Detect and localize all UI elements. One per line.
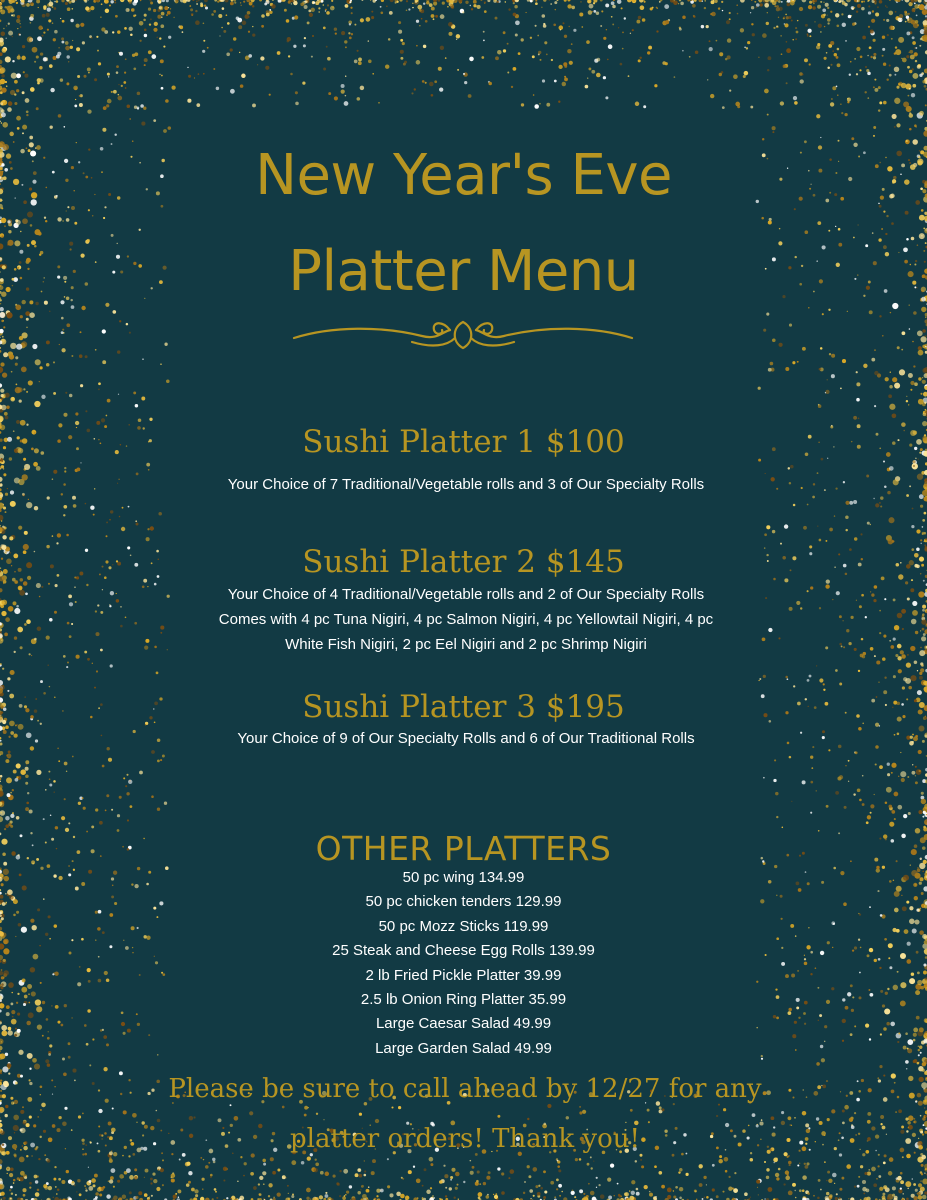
sushi-platter-1-description: Your Choice of 7 Traditional/Vegetable rolls and 3 of Our Specialty Rolls — [227, 476, 705, 493]
list-item: Large Garden Salad 49.99 — [375, 1039, 552, 1057]
call-ahead-note: Please be sure to call ahead by 12/27 for any platter orders! Thank you! — [168, 1074, 762, 1154]
ornamental-flourish-divider — [292, 318, 634, 352]
list-item: Large Caesar Salad 49.99 — [375, 1015, 552, 1033]
other-platters-heading: OTHER PLATTERS — [315, 829, 612, 868]
sushi-platter-2-heading: Sushi Platter 2 $145 — [302, 544, 625, 580]
list-item: 50 pc chicken tenders 129.99 — [365, 893, 562, 911]
list-item: 25 Steak and Cheese Egg Rolls 139.99 — [332, 942, 595, 960]
list-item: 50 pc Mozz Sticks 119.99 — [378, 917, 549, 935]
sushi-platter-3-heading: Sushi Platter 3 $195 — [302, 689, 625, 725]
sushi-platter-3-description: Your Choice of 9 of Our Specialty Rolls and 6 of Our Traditional Rolls — [237, 730, 695, 747]
list-item: 50 pc wing 134.99 — [402, 869, 525, 886]
sushi-platter-2-description: Your Choice of 4 Traditional/Vegetable rolls and 2 of Our Specialty Rolls Comes with 4 pc Tuna Nigiri, 4 pc Salmon Nigiri, 4 pc Yellowtail Nigiri, 4 pc White Fish Nigiri, 2 pc Eel Nigiri and 2 pc Shrimp Nigiri — [218, 586, 714, 653]
list-item: 2.5 lb Onion Ring Platter 35.99 — [360, 991, 567, 1009]
list-item: 2 lb Fried Pickle Platter 39.99 — [365, 966, 562, 984]
sushi-platter-1-heading: Sushi Platter 1 $100 — [302, 424, 625, 460]
other-platters-list — [0, 866, 927, 1061]
menu-title-line1: New Year's Eve — [255, 143, 672, 208]
menu-title-line2: Platter Menu — [288, 239, 639, 304]
